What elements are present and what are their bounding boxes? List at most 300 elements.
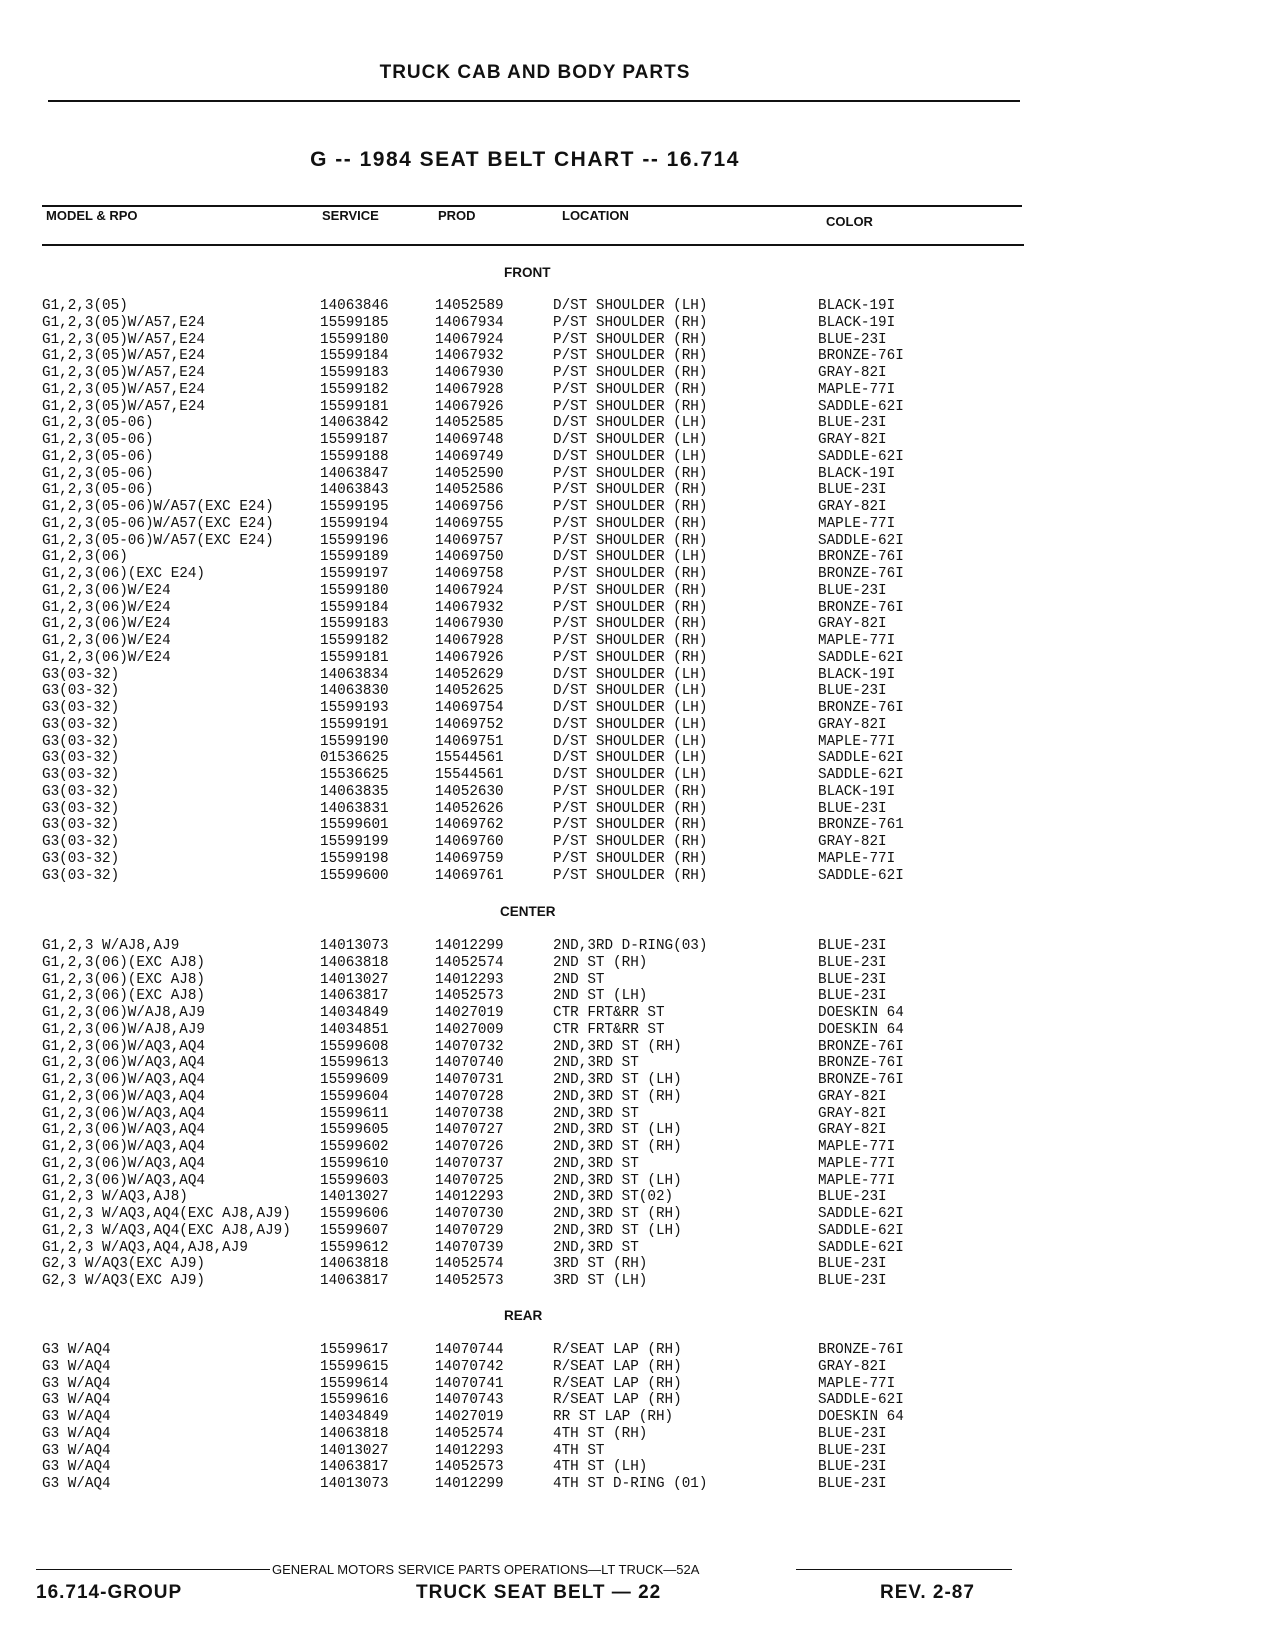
- cell-color: GRAY-82I: [818, 716, 887, 733]
- cell-color: SADDLE-62I: [818, 448, 904, 465]
- cell-model: G1,2,3(06)W/AQ3,AQ4: [42, 1172, 206, 1189]
- header-bottom-rule: [42, 244, 1024, 246]
- cell-model: G1,2,3(05-06): [42, 432, 154, 448]
- cell-color: BRONZE-76I: [818, 549, 904, 566]
- cell-color: GRAY-82I: [818, 365, 887, 381]
- cell-prod: 14067924: [435, 582, 504, 599]
- cell-service: 15599607: [320, 1222, 389, 1239]
- table-row: [0, 549, 1280, 566]
- cell-location: 2ND,3RD ST (LH): [553, 1122, 682, 1139]
- footer-publisher: GENERAL MOTORS SERVICE PARTS OPERATIONS—LT TRUCK—52A: [272, 1562, 700, 1577]
- table-row: [0, 767, 1280, 784]
- cell-model: G3(03-32): [42, 700, 120, 716]
- table-row: [0, 988, 1280, 1005]
- cell-service: 14034849: [320, 1409, 389, 1425]
- cell-model: G1,2,3(06)W/AQ3,AQ4: [42, 1088, 206, 1105]
- cell-prod: 14067926: [435, 398, 504, 415]
- cell-model: G1,2,3(05-06): [42, 465, 154, 482]
- cell-model: G1,2,3(06)W/E24: [42, 599, 171, 616]
- cell-prod: 14067930: [435, 365, 504, 381]
- cell-model: G3(03-32): [42, 683, 120, 700]
- cell-color: SADDLE-62I: [818, 867, 904, 884]
- cell-color: GRAY-82I: [818, 1358, 887, 1375]
- cell-model: G3 W/AQ4: [42, 1392, 111, 1409]
- cell-service: 15599181: [320, 649, 389, 666]
- cell-location: P/ST SHOULDER (RH): [553, 850, 708, 867]
- cell-prod: 14070742: [435, 1358, 504, 1375]
- table-row: [0, 1376, 1280, 1393]
- cell-model: G2,3 W/AQ3(EXC AJ9): [42, 1256, 206, 1273]
- cell-prod: 14052629: [435, 666, 504, 683]
- cell-prod: 14052630: [435, 783, 504, 800]
- table-row: [0, 1122, 1280, 1139]
- cell-location: D/ST SHOULDER (LH): [553, 716, 708, 733]
- table-row: [0, 432, 1280, 449]
- cell-service: 14063817: [320, 1273, 389, 1289]
- cell-color: MAPLE-77I: [818, 515, 896, 532]
- cell-service: 14063843: [320, 482, 389, 499]
- table-row: [0, 315, 1280, 332]
- cell-prod: 14067934: [435, 314, 504, 331]
- table-row: [0, 851, 1280, 868]
- table-row: [0, 365, 1280, 382]
- cell-color: SADDLE-62I: [818, 1206, 904, 1222]
- rear-rows: [0, 1342, 1280, 1493]
- table-row: [0, 1240, 1280, 1257]
- cell-location: 2ND ST (RH): [553, 954, 648, 971]
- cell-service: 14063835: [320, 783, 389, 800]
- cell-location: D/ST SHOULDER (LH): [553, 432, 708, 448]
- header-top-rule: [42, 205, 1022, 207]
- column-header-location: LOCATION: [562, 208, 629, 223]
- cell-model: G3 W/AQ4: [42, 1342, 111, 1358]
- cell-service: 15599182: [320, 633, 389, 649]
- cell-model: G1,2,3(06)W/AQ3,AQ4: [42, 1038, 206, 1055]
- cell-service: 15599614: [320, 1375, 389, 1392]
- cell-color: MAPLE-77I: [818, 381, 896, 398]
- cell-model: G2,3 W/AQ3(EXC AJ9): [42, 1273, 206, 1289]
- cell-location: R/SEAT LAP (RH): [553, 1358, 682, 1375]
- cell-model: G1,2,3(06)W/AJ8,AJ9: [42, 1021, 206, 1038]
- cell-location: 2ND,3RD ST (RH): [553, 1206, 682, 1222]
- cell-color: MAPLE-77I: [818, 733, 896, 750]
- cell-service: 15599609: [320, 1072, 389, 1088]
- table-row: [0, 298, 1280, 315]
- cell-service: 15599615: [320, 1358, 389, 1375]
- cell-location: D/ST SHOULDER (LH): [553, 733, 708, 750]
- cell-model: G3(03-32): [42, 783, 120, 800]
- cell-location: P/ST SHOULDER (RH): [553, 381, 708, 398]
- cell-location: P/ST SHOULDER (RH): [553, 783, 708, 800]
- cell-location: R/SEAT LAP (RH): [553, 1392, 682, 1409]
- cell-location: P/ST SHOULDER (RH): [553, 616, 708, 633]
- table-row: [0, 1005, 1280, 1022]
- page-title: TRUCK CAB AND BODY PARTS: [379, 62, 691, 83]
- cell-color: MAPLE-77I: [818, 850, 896, 867]
- table-row: [0, 600, 1280, 617]
- table-row: [0, 683, 1280, 700]
- cell-service: 01536625: [320, 750, 389, 767]
- cell-color: BLUE-23I: [818, 582, 887, 599]
- cell-model: G3(03-32): [42, 800, 120, 817]
- cell-location: 2ND,3RD ST (RH): [553, 1139, 682, 1155]
- cell-location: P/ST SHOULDER (RH): [553, 834, 708, 850]
- column-header-service: SERVICE: [322, 208, 379, 223]
- cell-model: G3 W/AQ4: [42, 1358, 111, 1375]
- cell-location: 2ND ST (LH): [553, 988, 648, 1005]
- cell-model: G3(03-32): [42, 767, 120, 783]
- cell-location: 2ND,3RD ST: [553, 1155, 639, 1172]
- cell-service: 15599184: [320, 348, 389, 365]
- section-label-center: CENTER: [500, 904, 556, 919]
- cell-model: G3(03-32): [42, 733, 120, 750]
- cell-model: G3(03-32): [42, 716, 120, 733]
- cell-service: 15599195: [320, 499, 389, 515]
- cell-model: G1,2,3(06)W/AQ3,AQ4: [42, 1055, 206, 1072]
- cell-location: 2ND,3RD ST (LH): [553, 1172, 682, 1189]
- cell-color: BRONZE-76I: [818, 1342, 904, 1358]
- cell-location: 4TH ST: [553, 1442, 605, 1459]
- cell-color: GRAY-82I: [818, 834, 887, 850]
- cell-service: 14063842: [320, 415, 389, 432]
- cell-prod: 14070725: [435, 1172, 504, 1189]
- cell-color: BLUE-23I: [818, 1256, 887, 1273]
- cell-service: 15599197: [320, 566, 389, 582]
- cell-prod: 14067924: [435, 331, 504, 348]
- cell-model: G1,2,3(06)W/AQ3,AQ4: [42, 1105, 206, 1122]
- cell-prod: 14012293: [435, 1189, 504, 1206]
- cell-prod: 14012299: [435, 1476, 504, 1492]
- cell-model: G3(03-32): [42, 867, 120, 884]
- cell-prod: 15544561: [435, 750, 504, 767]
- cell-color: GRAY-82I: [818, 616, 887, 633]
- cell-model: G1,2,3(05-06): [42, 415, 154, 432]
- cell-location: CTR FRT&RR ST: [553, 1021, 665, 1038]
- table-row: [0, 1223, 1280, 1240]
- table-row: [0, 1039, 1280, 1056]
- cell-color: MAPLE-77I: [818, 1172, 896, 1189]
- cell-service: 15599196: [320, 532, 389, 549]
- table-row: [0, 466, 1280, 483]
- table-row: [0, 1173, 1280, 1190]
- cell-service: 15599604: [320, 1088, 389, 1105]
- cell-model: G1,2,3 W/AQ3,AJ8): [42, 1189, 188, 1206]
- cell-location: P/ST SHOULDER (RH): [553, 566, 708, 582]
- cell-location: D/ST SHOULDER (LH): [553, 666, 708, 683]
- table-row: [0, 1476, 1280, 1493]
- section-label-front: FRONT: [504, 265, 551, 280]
- cell-location: 2ND,3RD ST(02): [553, 1189, 674, 1206]
- cell-model: G1,2,3(05)W/A57,E24: [42, 398, 206, 415]
- cell-color: GRAY-82I: [818, 1105, 887, 1122]
- cell-location: P/ST SHOULDER (RH): [553, 465, 708, 482]
- cell-prod: 14070730: [435, 1206, 504, 1222]
- cell-service: 14013073: [320, 938, 389, 954]
- cell-location: 2ND,3RD ST (RH): [553, 1088, 682, 1105]
- cell-location: 2ND ST: [553, 971, 605, 988]
- cell-prod: 14069755: [435, 515, 504, 532]
- cell-color: BLACK-19I: [818, 465, 896, 482]
- table-row: [0, 1459, 1280, 1476]
- cell-location: P/ST SHOULDER (RH): [553, 348, 708, 365]
- cell-color: BLUE-23I: [818, 800, 887, 817]
- cell-color: BLUE-23I: [818, 1189, 887, 1206]
- cell-color: BLUE-23I: [818, 938, 887, 954]
- cell-prod: 14070744: [435, 1342, 504, 1358]
- cell-service: 14034849: [320, 1005, 389, 1021]
- table-row: [0, 1443, 1280, 1460]
- cell-location: D/ST SHOULDER (LH): [553, 415, 708, 432]
- table-row: [0, 955, 1280, 972]
- cell-prod: 15544561: [435, 767, 504, 783]
- cell-location: D/ST SHOULDER (LH): [553, 549, 708, 566]
- cell-prod: 14052585: [435, 415, 504, 432]
- cell-color: SADDLE-62I: [818, 1239, 904, 1256]
- cell-location: D/ST SHOULDER (LH): [553, 767, 708, 783]
- table-row: [0, 750, 1280, 767]
- cell-color: MAPLE-77I: [818, 1375, 896, 1392]
- cell-prod: 14069748: [435, 432, 504, 448]
- footer-section-title: TRUCK SEAT BELT — 22: [416, 1582, 662, 1603]
- cell-model: G1,2,3(05-06)W/A57(EXC E24): [42, 499, 274, 515]
- table-row: [0, 482, 1280, 499]
- cell-model: G3 W/AQ4: [42, 1375, 111, 1392]
- cell-model: G3(03-32): [42, 750, 120, 767]
- cell-service: 14063834: [320, 666, 389, 683]
- cell-prod: 14070726: [435, 1139, 504, 1155]
- cell-location: P/ST SHOULDER (RH): [553, 331, 708, 348]
- table-row: [0, 1256, 1280, 1273]
- cell-location: 2ND,3RD ST: [553, 1055, 639, 1072]
- cell-color: BRONZE-76I: [818, 599, 904, 616]
- cell-service: 15599183: [320, 616, 389, 633]
- cell-model: G3 W/AQ4: [42, 1442, 111, 1459]
- cell-model: G3 W/AQ4: [42, 1459, 111, 1476]
- cell-prod: 14052574: [435, 954, 504, 971]
- cell-model: G1,2,3(06)(EXC AJ8): [42, 971, 206, 988]
- cell-service: 15599185: [320, 314, 389, 331]
- cell-prod: 14070728: [435, 1088, 504, 1105]
- table-row: [0, 667, 1280, 684]
- cell-model: G1,2,3(06)W/AJ8,AJ9: [42, 1005, 206, 1021]
- cell-color: MAPLE-77I: [818, 1139, 896, 1155]
- cell-service: 15599182: [320, 381, 389, 398]
- cell-model: G1,2,3(05): [42, 298, 128, 314]
- cell-location: 4TH ST (LH): [553, 1459, 648, 1476]
- cell-service: 15599194: [320, 515, 389, 532]
- table-row: [0, 1359, 1280, 1376]
- cell-model: G1,2,3(06)(EXC AJ8): [42, 954, 206, 971]
- cell-location: P/ST SHOULDER (RH): [553, 867, 708, 884]
- table-row: [0, 1342, 1280, 1359]
- title-rule: [48, 100, 1020, 102]
- cell-model: G1,2,3 W/AQ3,AQ4,AJ8,AJ9: [42, 1239, 248, 1256]
- cell-model: G1,2,3(05)W/A57,E24: [42, 348, 206, 365]
- cell-service: 15599611: [320, 1105, 389, 1122]
- table-row: [0, 499, 1280, 516]
- cell-location: P/ST SHOULDER (RH): [553, 649, 708, 666]
- cell-model: G3(03-32): [42, 834, 120, 850]
- cell-service: 15599610: [320, 1155, 389, 1172]
- cell-model: G1,2,3(05-06)W/A57(EXC E24): [42, 515, 274, 532]
- cell-prod: 14070740: [435, 1055, 504, 1072]
- cell-model: G3(03-32): [42, 666, 120, 683]
- cell-model: G1,2,3(06)W/AQ3,AQ4: [42, 1072, 206, 1088]
- cell-service: 14063847: [320, 465, 389, 482]
- table-row: [0, 1139, 1280, 1156]
- cell-location: 2ND,3RD ST (LH): [553, 1222, 682, 1239]
- cell-color: BLUE-23I: [818, 482, 887, 499]
- cell-color: BLACK-19I: [818, 783, 896, 800]
- cell-prod: 14052590: [435, 465, 504, 482]
- table-row: [0, 717, 1280, 734]
- table-row: [0, 1106, 1280, 1123]
- cell-color: BLACK-19I: [818, 666, 896, 683]
- cell-color: SADDLE-62I: [818, 532, 904, 549]
- cell-location: P/ST SHOULDER (RH): [553, 633, 708, 649]
- cell-color: DOESKIN 64: [818, 1005, 904, 1021]
- cell-prod: 14070732: [435, 1038, 504, 1055]
- table-row: [0, 399, 1280, 416]
- cell-service: 15599188: [320, 448, 389, 465]
- cell-service: 15599601: [320, 817, 389, 834]
- footer-group: 16.714-GROUP: [36, 1582, 183, 1603]
- cell-prod: 14069752: [435, 716, 504, 733]
- cell-model: G1,2,3(05)W/A57,E24: [42, 314, 206, 331]
- cell-color: DOESKIN 64: [818, 1021, 904, 1038]
- cell-location: 2ND,3RD ST (LH): [553, 1072, 682, 1088]
- cell-location: D/ST SHOULDER (LH): [553, 683, 708, 700]
- cell-prod: 14067930: [435, 616, 504, 633]
- cell-location: P/ST SHOULDER (RH): [553, 515, 708, 532]
- section-label-rear: REAR: [504, 1308, 543, 1323]
- cell-color: BLUE-23I: [818, 954, 887, 971]
- cell-prod: 14027019: [435, 1005, 504, 1021]
- cell-prod: 14012299: [435, 938, 504, 954]
- cell-prod: 14070743: [435, 1392, 504, 1409]
- cell-service: 14063818: [320, 954, 389, 971]
- cell-color: GRAY-82I: [818, 499, 887, 515]
- cell-color: BLUE-23I: [818, 415, 887, 432]
- table-row: [0, 415, 1280, 432]
- cell-location: CTR FRT&RR ST: [553, 1005, 665, 1021]
- table-row: [0, 616, 1280, 633]
- cell-service: 15599608: [320, 1038, 389, 1055]
- cell-prod: 14069751: [435, 733, 504, 750]
- cell-service: 15599184: [320, 599, 389, 616]
- cell-color: BLUE-23I: [818, 1425, 887, 1442]
- cell-service: 15599190: [320, 733, 389, 750]
- cell-model: G1,2,3(05-06): [42, 448, 154, 465]
- cell-location: P/ST SHOULDER (RH): [553, 314, 708, 331]
- cell-color: SADDLE-62I: [818, 1392, 904, 1409]
- cell-color: BLACK-19I: [818, 314, 896, 331]
- cell-service: 14063831: [320, 800, 389, 817]
- cell-model: G1,2,3(05-06)W/A57(EXC E24): [42, 532, 274, 549]
- cell-prod: 14070729: [435, 1222, 504, 1239]
- cell-color: BRONZE-761: [818, 817, 904, 834]
- cell-location: 2ND,3RD ST: [553, 1239, 639, 1256]
- cell-service: 15599187: [320, 432, 389, 448]
- cell-model: G1,2,3(06)W/E24: [42, 582, 171, 599]
- cell-location: P/ST SHOULDER (RH): [553, 599, 708, 616]
- cell-service: 15599612: [320, 1239, 389, 1256]
- cell-service: 15599189: [320, 549, 389, 566]
- cell-service: 15599616: [320, 1392, 389, 1409]
- cell-location: P/ST SHOULDER (RH): [553, 582, 708, 599]
- cell-model: G1,2,3(06): [42, 549, 128, 566]
- table-row: [0, 1392, 1280, 1409]
- cell-model: G1,2,3 W/AQ3,AQ4(EXC AJ8,AJ9): [42, 1222, 291, 1239]
- column-header-color: COLOR: [826, 214, 873, 229]
- cell-location: 2ND,3RD ST (RH): [553, 1038, 682, 1055]
- table-row: [0, 533, 1280, 550]
- cell-prod: 14067928: [435, 381, 504, 398]
- cell-service: 14063818: [320, 1425, 389, 1442]
- cell-prod: 14067928: [435, 633, 504, 649]
- table-row: [0, 700, 1280, 717]
- cell-service: 15599191: [320, 716, 389, 733]
- cell-color: BLACK-19I: [818, 298, 896, 314]
- table-row: [0, 938, 1280, 955]
- column-header-prod: PROD: [438, 208, 476, 223]
- cell-service: 15599183: [320, 365, 389, 381]
- cell-prod: 14052625: [435, 683, 504, 700]
- cell-color: DOESKIN 64: [818, 1409, 904, 1425]
- table-row: [0, 1089, 1280, 1106]
- cell-color: BLUE-23I: [818, 683, 887, 700]
- cell-model: G1,2,3 W/AJ8,AJ9: [42, 938, 180, 954]
- cell-prod: 14070731: [435, 1072, 504, 1088]
- cell-color: GRAY-82I: [818, 1122, 887, 1139]
- cell-prod: 14069754: [435, 700, 504, 716]
- footer-rule-right: [796, 1569, 1012, 1570]
- footer-revision: REV. 2-87: [880, 1582, 975, 1603]
- cell-service: 15536625: [320, 767, 389, 783]
- cell-model: G1,2,3(06)W/AQ3,AQ4: [42, 1155, 206, 1172]
- chart-title: G -- 1984 SEAT BELT CHART -- 16.714: [310, 148, 740, 171]
- table-row: [0, 516, 1280, 533]
- cell-model: G1,2,3(06)(EXC AJ8): [42, 988, 206, 1005]
- cell-prod: 14052574: [435, 1256, 504, 1273]
- cell-prod: 14052626: [435, 800, 504, 817]
- cell-service: 14013027: [320, 1442, 389, 1459]
- cell-model: G1,2,3(06)W/E24: [42, 649, 171, 666]
- table-row: [0, 784, 1280, 801]
- cell-color: MAPLE-77I: [818, 633, 896, 649]
- cell-model: G1,2,3(06)W/AQ3,AQ4: [42, 1139, 206, 1155]
- cell-service: 14063818: [320, 1256, 389, 1273]
- cell-color: BRONZE-76I: [818, 700, 904, 716]
- cell-color: SADDLE-62I: [818, 767, 904, 783]
- cell-service: 15599603: [320, 1172, 389, 1189]
- cell-prod: 14069760: [435, 834, 504, 850]
- cell-service: 14063830: [320, 683, 389, 700]
- cell-prod: 14070741: [435, 1375, 504, 1392]
- cell-service: 14034851: [320, 1021, 389, 1038]
- cell-location: P/ST SHOULDER (RH): [553, 398, 708, 415]
- cell-color: BRONZE-76I: [818, 348, 904, 365]
- cell-service: 15599193: [320, 700, 389, 716]
- cell-location: 4TH ST D-RING (01): [553, 1476, 708, 1492]
- cell-prod: 14069749: [435, 448, 504, 465]
- cell-model: G3 W/AQ4: [42, 1476, 111, 1492]
- footer-publisher-line: [36, 1562, 1012, 1576]
- table-row: [0, 348, 1280, 365]
- cell-prod: 14070739: [435, 1239, 504, 1256]
- cell-color: BLUE-23I: [818, 1459, 887, 1476]
- cell-color: BLUE-23I: [818, 1442, 887, 1459]
